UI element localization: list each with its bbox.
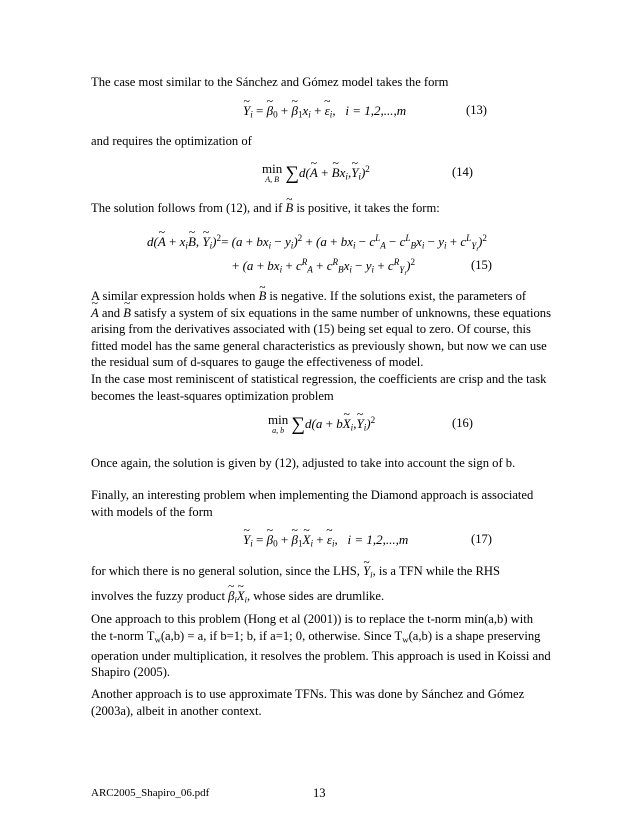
paragraph-diamond: Finally, an interesting problem when implementing the Diamond approach is associated with models of the form [91, 488, 534, 519]
equation-14: min A, B ∑d(~ A + ~ $Bx_i,\sim$ $Y_i)^2$ [262, 163, 370, 185]
equation-16-number: (16) [452, 416, 473, 430]
paragraph-least-squares: In the case most reminiscent of statistical regression, the coefficients are crisp and the task becomes the least-squares optimization problem [91, 372, 547, 403]
paragraph-similar-rest: equations arising from the derivatives associated with (15) being set equal to zero. Of course, this fitted model has the same general characteristics as previously shown, but now we can use the residual sum of d-squares to gauge the effectiveness of model. [91, 305, 552, 370]
min-operator-14: min [262, 161, 283, 176]
paragraph-once-again: Once again, the solution is given by (12), adjusted to take into account the sign of b. [91, 456, 516, 470]
equation-17-number: (17) [471, 532, 492, 546]
paragraph-no-general-solution: for which there is no general solution, since the LHS, ~ $Y_i$, is a TFN while the RHS involves the fuzzy product ~ $\beta_i\sim$ $X_i$, whose sides are drumlike. [91, 561, 551, 610]
equation-17: ~ $Y_i$ = ~ $\beta_0$ + ~ $\beta_1\sim$ $X_i$ + ~ $\varepsilon_i$, i = 1,2,...,m [243, 532, 408, 549]
paragraph-lhs-post: , is a TFN while the RHS [372, 564, 501, 578]
equation-13-number: (13) [466, 103, 487, 117]
equation-13: ~ $Y_i$ = ~ $\beta_0$ + ~ $\beta_1x_i$ + ~ $\varepsilon_i$, i = 1,2,...,m [243, 103, 406, 120]
paragraph-intro: The case most similar to the Sánchez and Gómez model takes the form [91, 75, 449, 89]
footer-page-number: 13 [313, 786, 326, 800]
paragraph-t-norm: One approach to this problem (Hong et al (2001)) is to replace the t-norm min(a,b) with the t-norm $T_w(a,b) = a$, if b=1; b, if a=1; 0, otherwise. Since $T_w(a,b)$ is a shape preserving operation under multiplication, it resolves the problem. This approach is used in Koissi and Shapiro (2005). [91, 612, 551, 680]
paragraph-similar-post: is negative. If the solutions exist, the parameters of [269, 289, 527, 303]
equation-17-range: i = 1,2,...,m [347, 532, 409, 547]
equation-15-line-2: + $(a + bx_i + c^R_A + c^R_Bx_i - y_i + c^R_{Y_i})^2$ [232, 257, 415, 277]
paragraph-product-pre: involves the fuzzy product [91, 588, 225, 603]
paragraph-solution-post: is positive, it takes the form: [296, 201, 440, 215]
paragraph-approximate-tfn: Another approach is to use approximate TFNs. This was done by Sánchez and Gómez (2003a), albeit in another context. [91, 687, 525, 718]
paragraph-product-post: , whose sides are drumlike. [247, 588, 385, 603]
equation-15-line-1: d(~ $A + x_i\sim$ B, ~ $Y_i)^2= (a + bx_i - y_i)^2 + (a + bx_i - c^L_A - c^L_Bx_i - y_i + c^L_{Y_i})^2$ [147, 233, 487, 253]
equation-15-number: (15) [471, 258, 492, 272]
paragraph-similar-system: satisfy a system of six equations in the same number of unknowns, these [134, 305, 500, 320]
paragraph-similar-and: and [101, 305, 121, 320]
min-operator-16: min [268, 412, 289, 427]
equation-16: min a, b ∑d(a + b~ $X_i,\sim$ $Y_i)^2$ [268, 414, 375, 436]
paragraph-solution: The solution follows from (12), and if ~ B is positive, it takes the form: [91, 200, 551, 217]
paragraph-similar-pre: A similar expression holds when [91, 289, 256, 303]
footer-filename: ARC2005_Shapiro_06.pdf [91, 787, 210, 799]
equation-14-number: (14) [452, 165, 473, 179]
paragraph-lhs-pre: for which there is no general solution, since the LHS, [91, 564, 360, 578]
paragraph-solution-pre: The solution follows from (12), and if [91, 201, 283, 215]
equation-13-range: i = 1,2,...,m [345, 103, 407, 118]
paragraph-similar-expression: A similar expression holds when ~ B is negative. If the solutions exist, the parameters of ~ A and ~ B satisfy a system of six equations in the same number of unknowns, these equations arising from the derivatives associated with (15) being set equal to zero. Of course, this fitted model has the same general characteristics as previously shown, but now we can use the residual sum of d-squares to gauge the effectiveness of model. [91, 288, 551, 371]
paragraph-optimization: and requires the optimization of [91, 134, 252, 148]
